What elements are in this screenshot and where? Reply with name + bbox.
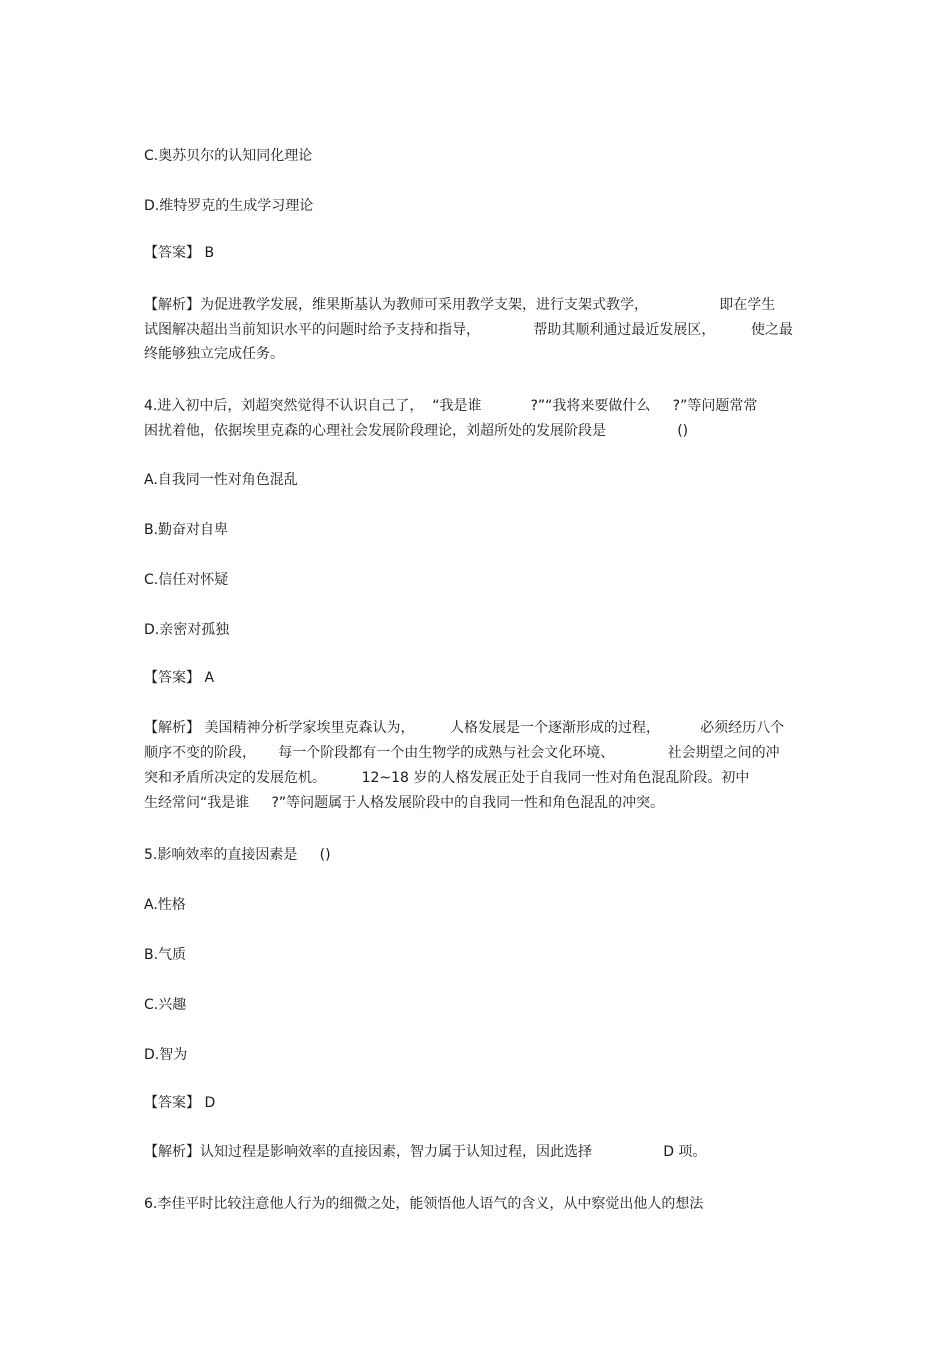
option-d: D.亲密对孤独: [144, 622, 230, 638]
option-c: C.兴趣: [144, 997, 187, 1013]
question-4-line: 困扰着他，依据埃里克森的心理社会发展阶段理论，刘超所处的发展阶段是 (): [144, 423, 689, 439]
analysis-line: 【解析】 美国精神分析学家埃里克森认为， 人格发展是一个逐渐形成的过程， 必须经历八个: [144, 720, 785, 736]
option-a: A.性格: [144, 897, 186, 913]
analysis-line: 终能够独立完成任务。: [144, 346, 284, 362]
answer: 【答案】 A: [144, 670, 215, 686]
question-5: 5.影响效率的直接因素是 (): [144, 847, 331, 863]
option-d: D.智为: [144, 1047, 188, 1063]
option-c: C.奥苏贝尔的认知同化理论: [144, 148, 313, 164]
option-b: B.气质: [144, 947, 187, 963]
question-6: 6.李佳平时比较注意他人行为的细微之处，能领悟他人语气的含义，从中察觉出他人的想法: [144, 1196, 704, 1212]
analysis-line: 顺序不变的阶段， 每一个阶段都有一个由生物学的成熟与社会文化环境、 社会期望之间的冲: [144, 745, 780, 761]
analysis-line: 生经常问“我是谁 ?”等问题属于人格发展阶段中的自我同一性和角色混乱的冲突。: [144, 795, 665, 811]
analysis-line: 突和矛盾所决定的发展危机。 12~18 岁的人格发展正处于自我同一性对角色混乱阶段。初中: [144, 770, 750, 786]
option-a: A.自我同一性对角色混乱: [144, 472, 298, 488]
analysis-line: 试图解决超出当前知识水平的问题时给予支持和指导， 帮助其顺利通过最近发展区， 使之最: [144, 322, 794, 338]
answer: 【答案】 B: [144, 245, 215, 261]
option-d: D.维特罗克的生成学习理论: [144, 198, 314, 214]
option-b: B.勤奋对自卑: [144, 522, 229, 538]
option-c: C.信任对怀疑: [144, 572, 229, 588]
analysis-line: 【解析】为促进教学发展，维果斯基认为教师可采用教学支架，进行支架式教学， 即在学生: [144, 297, 776, 313]
question-4-line: 4.进入初中后，刘超突然觉得不认识自己了， “我是谁 ?”“我将来要做什么 ?”等问题常常: [144, 398, 758, 414]
answer: 【答案】 D: [144, 1095, 216, 1111]
analysis-line: 【解析】认知过程是影响效率的直接因素，智力属于认知过程，因此选择 D 项。: [144, 1144, 707, 1160]
